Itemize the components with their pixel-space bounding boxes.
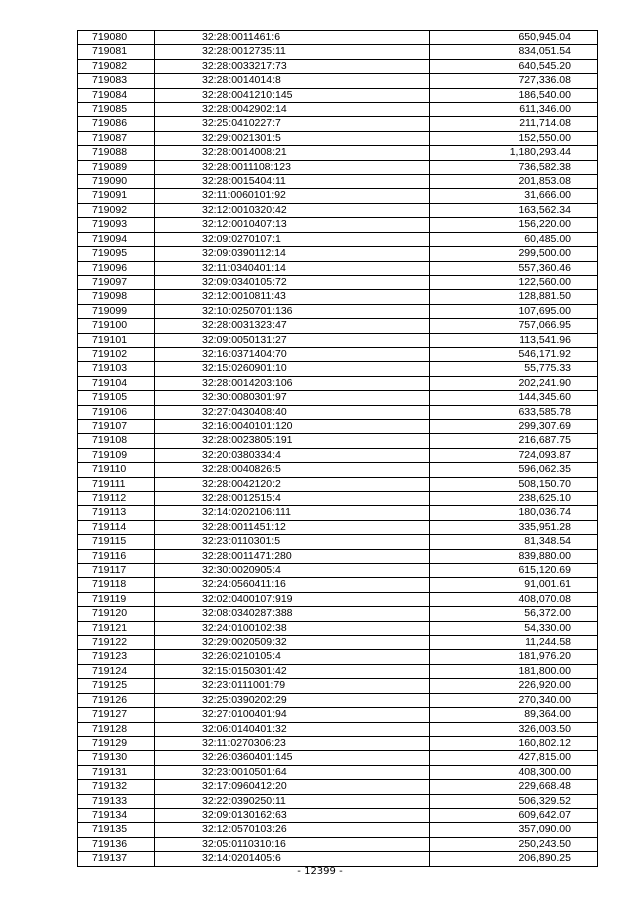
record-number-cell: 719084 bbox=[78, 88, 155, 102]
cadastral-number-cell: 32:14:0202106:111 bbox=[155, 506, 430, 520]
amount-cell: 650,945.04 bbox=[430, 31, 598, 45]
table-row bbox=[78, 304, 598, 318]
record-number-cell: 719114 bbox=[78, 520, 155, 534]
table-row bbox=[78, 347, 598, 361]
table-row bbox=[78, 780, 598, 794]
record-number-cell: 719097 bbox=[78, 275, 155, 289]
table-row bbox=[78, 664, 598, 678]
record-number-cell: 719113 bbox=[78, 506, 155, 520]
record-number-cell: 719096 bbox=[78, 261, 155, 275]
amount-cell: 31,666.00 bbox=[430, 189, 598, 203]
cadastral-number-cell: 32:28:0012515:4 bbox=[155, 492, 430, 506]
record-number-cell: 719081 bbox=[78, 45, 155, 59]
table-row bbox=[78, 376, 598, 390]
amount-cell: 1,180,293.44 bbox=[430, 146, 598, 160]
record-number-cell: 719107 bbox=[78, 419, 155, 433]
cadastral-number-cell: 32:22:0390250:11 bbox=[155, 794, 430, 808]
table-row bbox=[78, 117, 598, 131]
cadastral-number-cell: 32:25:0410227:7 bbox=[155, 117, 430, 131]
cadastral-number-cell: 32:28:0040826:5 bbox=[155, 463, 430, 477]
table-row bbox=[78, 636, 598, 650]
cadastral-number-cell: 32:28:0033217:73 bbox=[155, 59, 430, 73]
cadastral-number-cell: 32:23:0110301:5 bbox=[155, 535, 430, 549]
table-row bbox=[78, 175, 598, 189]
cadastral-number-cell: 32:30:0020905:4 bbox=[155, 564, 430, 578]
amount-cell: 834,051.54 bbox=[430, 45, 598, 59]
cadastral-number-cell: 32:12:0010811:43 bbox=[155, 290, 430, 304]
table-row bbox=[78, 765, 598, 779]
table-row bbox=[78, 794, 598, 808]
cadastral-number-cell: 32:12:0570103:26 bbox=[155, 823, 430, 837]
cadastral-number-cell: 32:28:0011451:12 bbox=[155, 520, 430, 534]
cadastral-number-cell: 32:30:0080301:97 bbox=[155, 391, 430, 405]
cadastral-number-cell: 32:10:0250701:136 bbox=[155, 304, 430, 318]
cadastral-number-cell: 32:26:0210105:4 bbox=[155, 650, 430, 664]
table-row bbox=[78, 492, 598, 506]
table-row bbox=[78, 103, 598, 117]
record-number-cell: 719120 bbox=[78, 607, 155, 621]
cadastral-number-cell: 32:14:0201405:6 bbox=[155, 852, 430, 866]
table-row bbox=[78, 852, 598, 866]
cadastral-number-cell: 32:29:0020509:32 bbox=[155, 636, 430, 650]
record-number-cell: 719105 bbox=[78, 391, 155, 405]
cadastral-number-cell: 32:28:0042120:2 bbox=[155, 477, 430, 491]
amount-cell: 640,545.20 bbox=[430, 59, 598, 73]
cadastral-number-cell: 32:09:0050131:27 bbox=[155, 333, 430, 347]
amount-cell: 152,550.00 bbox=[430, 131, 598, 145]
table-row bbox=[78, 45, 598, 59]
amount-cell: 206,890.25 bbox=[430, 852, 598, 866]
cadastral-number-cell: 32:28:0014014:8 bbox=[155, 74, 430, 88]
table-row bbox=[78, 736, 598, 750]
record-number-cell: 719112 bbox=[78, 492, 155, 506]
amount-cell: 757,066.95 bbox=[430, 319, 598, 333]
record-number-cell: 719085 bbox=[78, 103, 155, 117]
record-number-cell: 719101 bbox=[78, 333, 155, 347]
cadastral-number-cell: 32:09:0390112:14 bbox=[155, 247, 430, 261]
table-row bbox=[78, 405, 598, 419]
table-row bbox=[78, 520, 598, 534]
table-row bbox=[78, 333, 598, 347]
table-row bbox=[78, 535, 598, 549]
table-row bbox=[78, 131, 598, 145]
record-number-cell: 719086 bbox=[78, 117, 155, 131]
amount-cell: 408,070.08 bbox=[430, 592, 598, 606]
record-number-cell: 719134 bbox=[78, 808, 155, 822]
amount-cell: 156,220.00 bbox=[430, 218, 598, 232]
cadastral-number-cell: 32:15:0260901:10 bbox=[155, 362, 430, 376]
amount-cell: 270,340.00 bbox=[430, 693, 598, 707]
amount-cell: 128,881.50 bbox=[430, 290, 598, 304]
amount-cell: 557,360.46 bbox=[430, 261, 598, 275]
amount-cell: 81,348.54 bbox=[430, 535, 598, 549]
amount-cell: 506,329.52 bbox=[430, 794, 598, 808]
table-row bbox=[78, 74, 598, 88]
cadastral-number-cell: 32:16:0371404:70 bbox=[155, 347, 430, 361]
amount-cell: 408,300.00 bbox=[430, 765, 598, 779]
table-row bbox=[78, 203, 598, 217]
record-number-cell: 719127 bbox=[78, 708, 155, 722]
amount-cell: 54,330.00 bbox=[430, 621, 598, 635]
table-row bbox=[78, 189, 598, 203]
amount-cell: 60,485.00 bbox=[430, 232, 598, 246]
record-number-cell: 719119 bbox=[78, 592, 155, 606]
amount-cell: 609,642.07 bbox=[430, 808, 598, 822]
amount-cell: 611,346.00 bbox=[430, 103, 598, 117]
record-number-cell: 719131 bbox=[78, 765, 155, 779]
page-number: - 12399 - bbox=[297, 866, 343, 877]
cadastral-number-cell: 32:28:0042902:14 bbox=[155, 103, 430, 117]
table-row bbox=[78, 88, 598, 102]
amount-cell: 299,500.00 bbox=[430, 247, 598, 261]
cadastral-number-cell: 32:08:0340287:388 bbox=[155, 607, 430, 621]
amount-cell: 724,093.87 bbox=[430, 448, 598, 462]
record-number-cell: 719100 bbox=[78, 319, 155, 333]
cadastral-number-cell: 32:28:0011471:280 bbox=[155, 549, 430, 563]
record-number-cell: 719135 bbox=[78, 823, 155, 837]
table-row bbox=[78, 708, 598, 722]
cadastral-number-cell: 32:06:0140401:32 bbox=[155, 722, 430, 736]
table-row bbox=[78, 319, 598, 333]
table-row bbox=[78, 146, 598, 160]
amount-cell: 596,062.35 bbox=[430, 463, 598, 477]
amount-cell: 181,800.00 bbox=[430, 664, 598, 678]
amount-cell: 357,090.00 bbox=[430, 823, 598, 837]
cadastral-number-cell: 32:28:0012735:11 bbox=[155, 45, 430, 59]
cadastral-number-cell: 32:11:0340401:14 bbox=[155, 261, 430, 275]
record-number-cell: 719104 bbox=[78, 376, 155, 390]
record-number-cell: 719111 bbox=[78, 477, 155, 491]
amount-cell: 180,036.74 bbox=[430, 506, 598, 520]
record-number-cell: 719121 bbox=[78, 621, 155, 635]
cadastral-number-cell: 32:24:0100102:38 bbox=[155, 621, 430, 635]
record-number-cell: 719083 bbox=[78, 74, 155, 88]
record-number-cell: 719123 bbox=[78, 650, 155, 664]
record-number-cell: 719103 bbox=[78, 362, 155, 376]
table-row bbox=[78, 506, 598, 520]
amount-cell: 326,003.50 bbox=[430, 722, 598, 736]
amount-cell: 55,775.33 bbox=[430, 362, 598, 376]
record-number-cell: 719122 bbox=[78, 636, 155, 650]
amount-cell: 113,541.96 bbox=[430, 333, 598, 347]
table-row bbox=[78, 837, 598, 851]
table-row bbox=[78, 564, 598, 578]
record-number-cell: 719102 bbox=[78, 347, 155, 361]
amount-cell: 615,120.69 bbox=[430, 564, 598, 578]
record-number-cell: 719110 bbox=[78, 463, 155, 477]
table-row bbox=[78, 160, 598, 174]
amount-cell: 633,585.78 bbox=[430, 405, 598, 419]
record-number-cell: 719093 bbox=[78, 218, 155, 232]
table-row bbox=[78, 247, 598, 261]
table-row bbox=[78, 679, 598, 693]
record-number-cell: 719106 bbox=[78, 405, 155, 419]
table-row bbox=[78, 391, 598, 405]
amount-cell: 163,562.34 bbox=[430, 203, 598, 217]
cadastral-number-cell: 32:15:0150301:42 bbox=[155, 664, 430, 678]
table-row bbox=[78, 290, 598, 304]
record-number-cell: 719130 bbox=[78, 751, 155, 765]
cadastral-number-cell: 32:28:0041210:145 bbox=[155, 88, 430, 102]
amount-cell: 299,307.69 bbox=[430, 419, 598, 433]
table-row bbox=[78, 232, 598, 246]
cadastral-number-cell: 32:20:0380334:4 bbox=[155, 448, 430, 462]
table-row bbox=[78, 59, 598, 73]
table-row bbox=[78, 808, 598, 822]
amount-cell: 107,695.00 bbox=[430, 304, 598, 318]
table-row bbox=[78, 823, 598, 837]
table-row bbox=[78, 621, 598, 635]
record-number-cell: 719126 bbox=[78, 693, 155, 707]
amount-cell: 186,540.00 bbox=[430, 88, 598, 102]
table-row bbox=[78, 751, 598, 765]
record-number-cell: 719118 bbox=[78, 578, 155, 592]
cadastral-number-cell: 32:09:0130162:63 bbox=[155, 808, 430, 822]
amount-cell: 335,951.28 bbox=[430, 520, 598, 534]
table-row bbox=[78, 419, 598, 433]
cadastral-number-cell: 32:29:0021301:5 bbox=[155, 131, 430, 145]
cadastral-number-cell: 32:24:0560411:16 bbox=[155, 578, 430, 592]
record-number-cell: 719132 bbox=[78, 780, 155, 794]
cadastral-number-cell: 32:28:0015404:11 bbox=[155, 175, 430, 189]
amount-cell: 122,560.00 bbox=[430, 275, 598, 289]
cadastral-number-cell: 32:25:0390202:29 bbox=[155, 693, 430, 707]
cadastral-number-cell: 32:02:0400107:919 bbox=[155, 592, 430, 606]
amount-cell: 427,815.00 bbox=[430, 751, 598, 765]
table-row bbox=[78, 218, 598, 232]
record-number-cell: 719099 bbox=[78, 304, 155, 318]
table-row bbox=[78, 650, 598, 664]
amount-cell: 211,714.08 bbox=[430, 117, 598, 131]
table-row bbox=[78, 607, 598, 621]
amount-cell: 11,244.58 bbox=[430, 636, 598, 650]
record-number-cell: 719116 bbox=[78, 549, 155, 563]
record-number-cell: 719094 bbox=[78, 232, 155, 246]
record-number-cell: 719136 bbox=[78, 837, 155, 851]
table-row bbox=[78, 261, 598, 275]
record-number-cell: 719082 bbox=[78, 59, 155, 73]
cadastral-number-cell: 32:09:0270107:1 bbox=[155, 232, 430, 246]
amount-cell: 226,920.00 bbox=[430, 679, 598, 693]
cadastral-number-cell: 32:27:0430408:40 bbox=[155, 405, 430, 419]
cadastral-number-cell: 32:11:0060101:92 bbox=[155, 189, 430, 203]
table-row bbox=[78, 477, 598, 491]
table-row bbox=[78, 578, 598, 592]
cadastral-number-cell: 32:23:0010501:64 bbox=[155, 765, 430, 779]
amount-cell: 839,880.00 bbox=[430, 549, 598, 563]
record-number-cell: 719090 bbox=[78, 175, 155, 189]
cadastral-number-cell: 32:12:0010320:42 bbox=[155, 203, 430, 217]
table-row bbox=[78, 434, 598, 448]
record-number-cell: 719137 bbox=[78, 852, 155, 866]
amount-cell: 201,853.08 bbox=[430, 175, 598, 189]
amount-cell: 727,336.08 bbox=[430, 74, 598, 88]
cadastral-number-cell: 32:12:0010407:13 bbox=[155, 218, 430, 232]
amount-cell: 202,241.90 bbox=[430, 376, 598, 390]
record-number-cell: 719108 bbox=[78, 434, 155, 448]
table-row bbox=[78, 275, 598, 289]
cadastral-number-cell: 32:11:0270306:23 bbox=[155, 736, 430, 750]
table-row bbox=[78, 693, 598, 707]
amount-cell: 250,243.50 bbox=[430, 837, 598, 851]
record-number-cell: 719095 bbox=[78, 247, 155, 261]
records-table-body bbox=[78, 31, 598, 867]
record-number-cell: 719092 bbox=[78, 203, 155, 217]
table-row bbox=[78, 448, 598, 462]
table-row bbox=[78, 362, 598, 376]
record-number-cell: 719117 bbox=[78, 564, 155, 578]
amount-cell: 546,171.92 bbox=[430, 347, 598, 361]
cadastral-number-cell: 32:28:0023805:191 bbox=[155, 434, 430, 448]
amount-cell: 238,625.10 bbox=[430, 492, 598, 506]
cadastral-number-cell: 32:27:0100401:94 bbox=[155, 708, 430, 722]
record-number-cell: 719098 bbox=[78, 290, 155, 304]
record-number-cell: 719125 bbox=[78, 679, 155, 693]
amount-cell: 181,976.20 bbox=[430, 650, 598, 664]
amount-cell: 736,582.38 bbox=[430, 160, 598, 174]
amount-cell: 508,150.70 bbox=[430, 477, 598, 491]
table-row bbox=[78, 722, 598, 736]
amount-cell: 229,668.48 bbox=[430, 780, 598, 794]
record-number-cell: 719091 bbox=[78, 189, 155, 203]
record-number-cell: 719109 bbox=[78, 448, 155, 462]
records-table bbox=[77, 30, 598, 867]
record-number-cell: 719133 bbox=[78, 794, 155, 808]
record-number-cell: 719115 bbox=[78, 535, 155, 549]
cadastral-number-cell: 32:28:0031323:47 bbox=[155, 319, 430, 333]
table-row bbox=[78, 31, 598, 45]
cadastral-number-cell: 32:28:0014203:106 bbox=[155, 376, 430, 390]
table-row bbox=[78, 549, 598, 563]
table-row bbox=[78, 463, 598, 477]
amount-cell: 144,345.60 bbox=[430, 391, 598, 405]
cadastral-number-cell: 32:05:0110310:16 bbox=[155, 837, 430, 851]
cadastral-number-cell: 32:28:0014008:21 bbox=[155, 146, 430, 160]
record-number-cell: 719088 bbox=[78, 146, 155, 160]
amount-cell: 89,364.00 bbox=[430, 708, 598, 722]
cadastral-number-cell: 32:16:0040101:120 bbox=[155, 419, 430, 433]
amount-cell: 160,802.12 bbox=[430, 736, 598, 750]
cadastral-number-cell: 32:23:0111001:79 bbox=[155, 679, 430, 693]
cadastral-number-cell: 32:28:0011461:6 bbox=[155, 31, 430, 45]
amount-cell: 91,001.61 bbox=[430, 578, 598, 592]
cadastral-number-cell: 32:26:0360401:145 bbox=[155, 751, 430, 765]
record-number-cell: 719087 bbox=[78, 131, 155, 145]
record-number-cell: 719089 bbox=[78, 160, 155, 174]
record-number-cell: 719128 bbox=[78, 722, 155, 736]
record-number-cell: 719124 bbox=[78, 664, 155, 678]
table-row bbox=[78, 592, 598, 606]
cadastral-number-cell: 32:09:0340105:72 bbox=[155, 275, 430, 289]
cadastral-number-cell: 32:17:0960412:20 bbox=[155, 780, 430, 794]
record-number-cell: 719129 bbox=[78, 736, 155, 750]
amount-cell: 216,687.75 bbox=[430, 434, 598, 448]
record-number-cell: 719080 bbox=[78, 31, 155, 45]
amount-cell: 56,372.00 bbox=[430, 607, 598, 621]
cadastral-number-cell: 32:28:0011108:123 bbox=[155, 160, 430, 174]
